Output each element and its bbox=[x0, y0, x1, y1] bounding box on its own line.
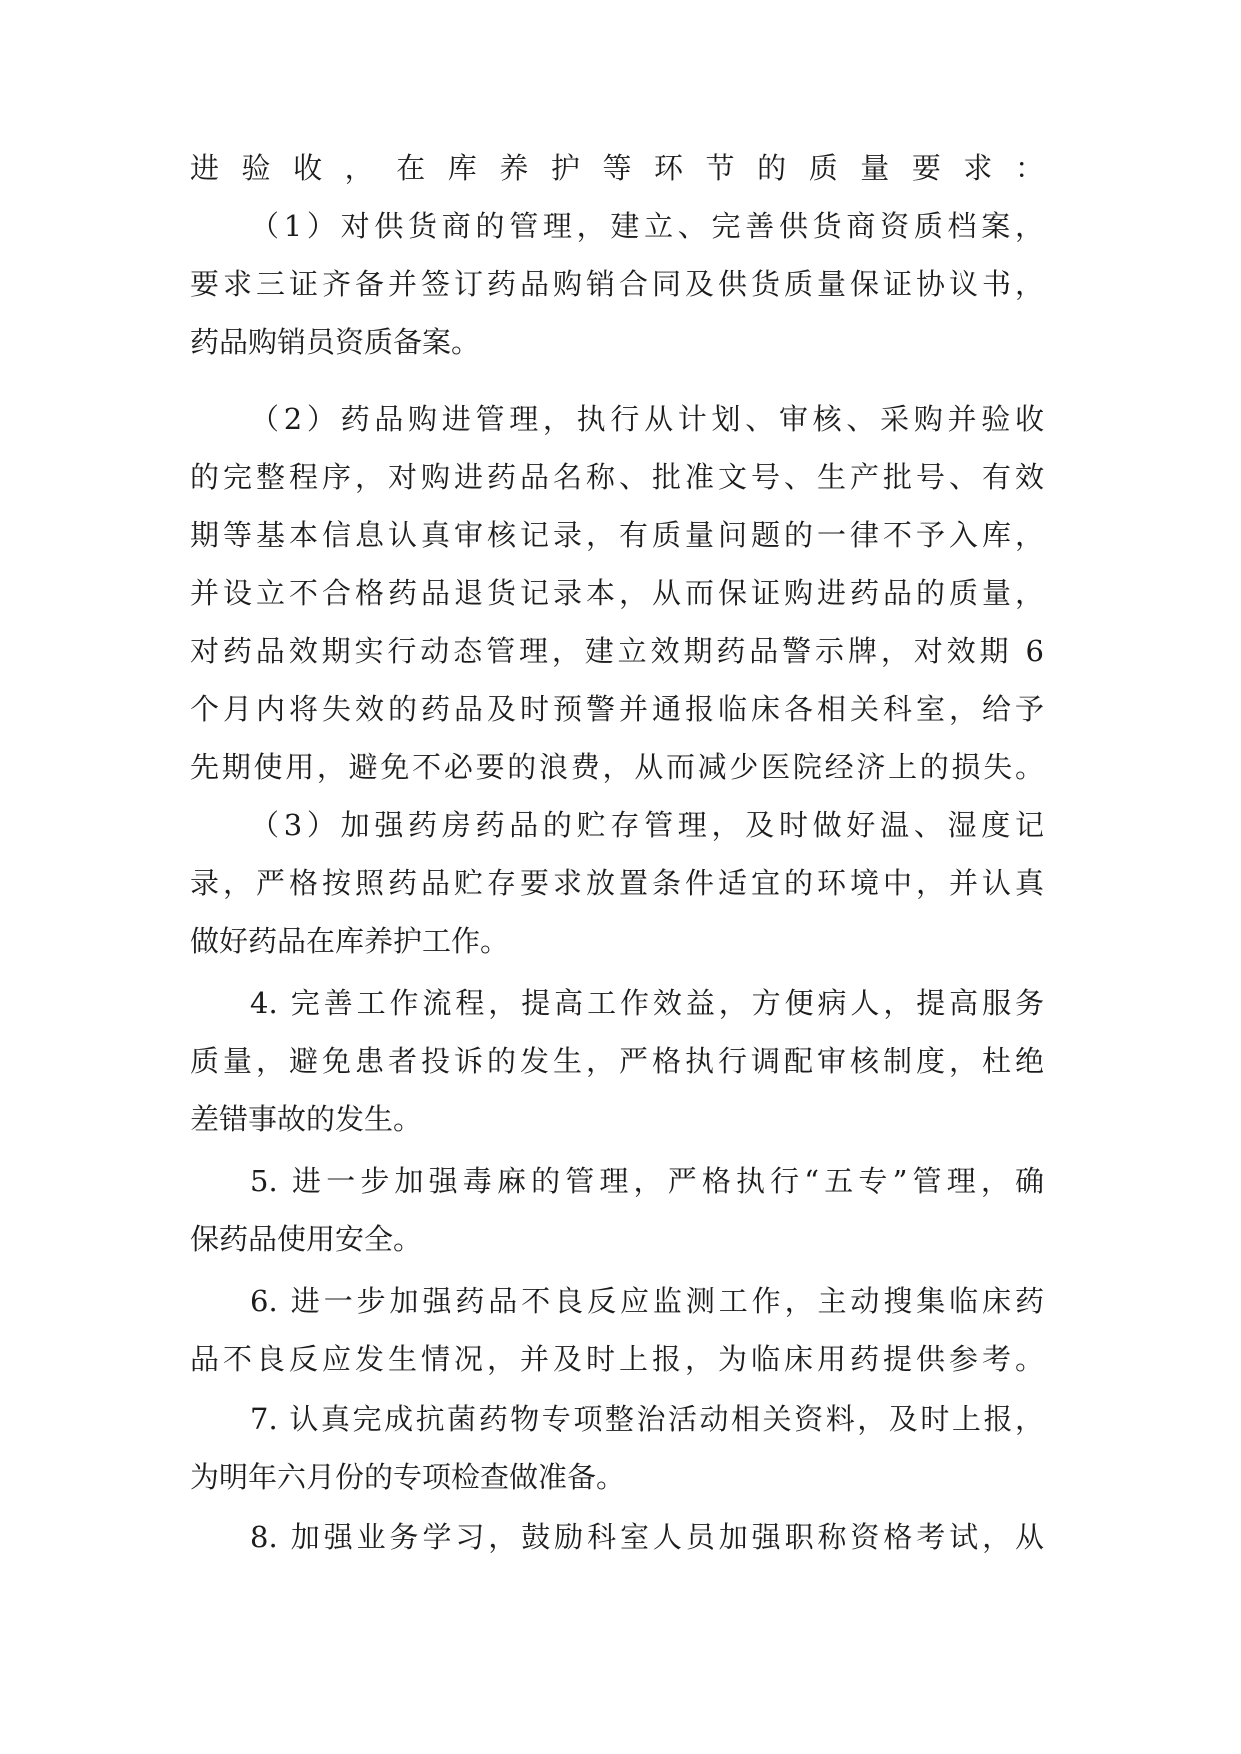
text-line: 先期使用，避免不必要的浪费，从而减少医院经济上的损失。 bbox=[190, 750, 1044, 784]
text-line: 要求三证齐备并签订药品购销合同及供货质量保证协议书， bbox=[190, 267, 1044, 301]
text-line: 6. 进一步加强药品不良反应监测工作，主动搜集临床药 bbox=[250, 1284, 1044, 1318]
text-line: 质量，避免患者投诉的发生，严格执行调配审核制度，杜绝 bbox=[190, 1044, 1044, 1078]
text-line: 保药品使用安全。 bbox=[190, 1222, 423, 1256]
text-line: （3）加强药房药品的贮存管理，及时做好温、湿度记 bbox=[250, 808, 1044, 842]
text-line: 进验收，在库养护等环节的质量要求： bbox=[190, 151, 1044, 185]
text-line: 对药品效期实行动态管理，建立效期药品警示牌，对效期 6 bbox=[190, 634, 1044, 668]
text-line: 做好药品在库养护工作。 bbox=[190, 924, 510, 958]
text-line: 差错事故的发生。 bbox=[190, 1102, 423, 1136]
text-line: 8. 加强业务学习，鼓励科室人员加强职称资格考试，从 bbox=[250, 1520, 1044, 1554]
text-line: 为明年六月份的专项检查做准备。 bbox=[190, 1460, 626, 1494]
text-line: 期等基本信息认真审核记录，有质量问题的一律不予入库， bbox=[190, 518, 1044, 552]
text-line: （2）药品购进管理，执行从计划、审核、采购并验收 bbox=[250, 402, 1044, 436]
text-line: 录，严格按照药品贮存要求放置条件适宜的环境中，并认真 bbox=[190, 866, 1044, 900]
text-line: 并设立不合格药品退货记录本，从而保证购进药品的质量， bbox=[190, 576, 1044, 610]
text-line: 个月内将失效的药品及时预警并通报临床各相关科室，给予 bbox=[190, 692, 1044, 726]
text-line: （1）对供货商的管理，建立、完善供货商资质档案， bbox=[250, 209, 1044, 243]
text-line: 药品购销员资质备案。 bbox=[190, 325, 481, 359]
text-line: 5. 进一步加强毒麻的管理，严格执行“五专”管理，确 bbox=[250, 1164, 1044, 1198]
text-line: 4. 完善工作流程，提高工作效益，方便病人，提高服务 bbox=[250, 986, 1044, 1020]
text-line: 7. 认真完成抗菌药物专项整治活动相关资料，及时上报， bbox=[250, 1402, 1044, 1436]
text-line: 的完整程序，对购进药品名称、批准文号、生产批号、有效 bbox=[190, 460, 1044, 494]
text-line: 品不良反应发生情况，并及时上报，为临床用药提供参考。 bbox=[190, 1342, 1044, 1376]
